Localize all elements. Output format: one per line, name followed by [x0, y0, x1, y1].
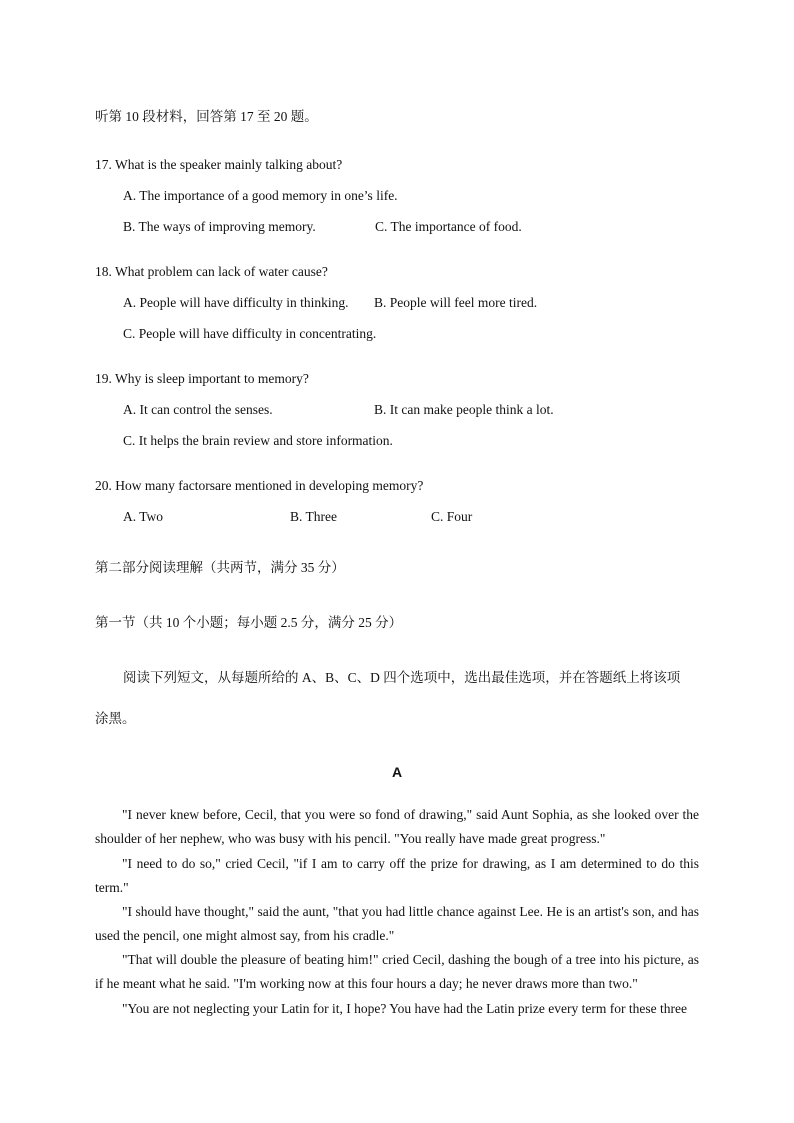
question-17-option-a: A. The importance of a good memory in one’s life. — [123, 188, 398, 203]
instruction-line-1: 阅读下列短文，从每题所给的 A、B、C、D 四个选项中，选出最佳选项，并在答题纸上将该项 — [123, 670, 681, 685]
question-17-option-b: B. The ways of improving memory. — [123, 219, 316, 234]
question-20-option-b: B. Three — [290, 509, 337, 524]
question-19-option-b: B. It can make people think a lot. — [374, 402, 554, 417]
passage-title: A — [391, 764, 403, 780]
question-19-stem: 19. Why is sleep important to memory? — [95, 371, 309, 386]
question-18-option-c: C. People will have difficulty in concentrating. — [123, 326, 377, 341]
listening-section-header: 听第 10 段材料，回答第 17 至 20 题。 — [95, 109, 318, 124]
part-two-title: 第二部分阅读理解（共两节，满分 35 分） — [95, 560, 345, 575]
section-one-title: 第一节（共 10 个小题；每小题 2.5 分，满分 25 分） — [95, 615, 403, 630]
question-18-option-b: B. People will feel more tired. — [374, 295, 538, 310]
question-18-stem: 18. What problem can lack of water cause? — [95, 264, 328, 279]
passage-paragraph-5: "You are not neglecting your Latin for it, I hope? You have had the Latin prize every term for these three — [122, 1001, 687, 1016]
question-19-option-c: C. It helps the brain review and store information. — [123, 433, 393, 448]
passage-paragraph-4: "That will double the pleasure of beating him!" cried Cecil, dashing the bough of a tree into his picture, as if he meant what he said. "I'm working now at this four hours a day; he never draws more than two." — [95, 952, 699, 992]
instruction-line-2: 涂黑。 — [95, 711, 136, 726]
question-17-stem: 17. What is the speaker mainly talking about? — [95, 157, 343, 172]
passage-paragraph-3: "I should have thought," said the aunt, "that you had little chance against Lee. He is an artist's son, and has used the pencil, one might almost say, from his cradle." — [95, 904, 699, 944]
question-19-option-a: A. It can control the senses. — [123, 402, 273, 417]
question-18-option-a: A. People will have difficulty in thinking. — [123, 295, 349, 310]
passage-paragraph-2: "I need to do so," cried Cecil, "if I am to carry off the prize for drawing, as I am determined to do this term." — [95, 856, 699, 896]
passage-paragraph-1: "I never knew before, Cecil, that you were so fond of drawing," said Aunt Sophia, as she looked over the shoulder of her nephew, who was busy with his pencil. "You really have made great progress." — [95, 807, 699, 847]
question-20-option-c: C. Four — [431, 509, 473, 524]
question-20-option-a: A. Two — [123, 509, 164, 524]
question-20-stem: 20. How many factorsare mentioned in developing memory? — [95, 478, 424, 493]
question-17-option-c: C. The importance of food. — [375, 219, 522, 234]
